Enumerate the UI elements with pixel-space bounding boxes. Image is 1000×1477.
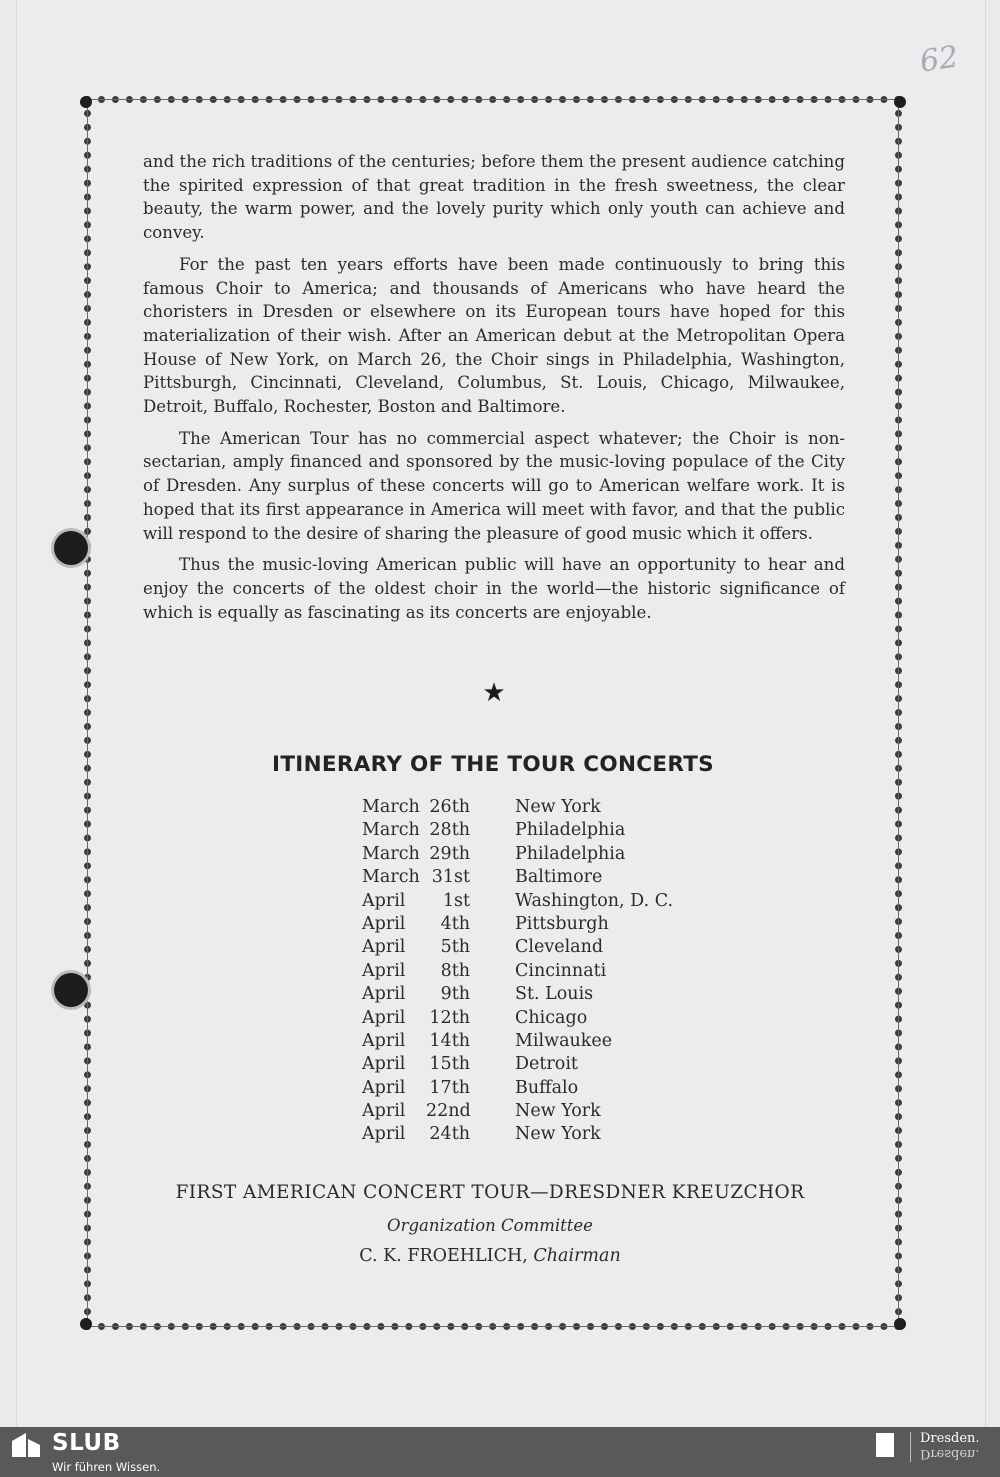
punch-hole	[54, 973, 88, 1007]
itinerary-day: 17th	[429, 1077, 470, 1098]
committee-label: Organization Committee	[387, 1216, 593, 1235]
itinerary-month: April	[362, 1077, 406, 1098]
itinerary-city: Pittsburgh	[515, 913, 609, 934]
itinerary-city: Cleveland	[515, 937, 604, 958]
border-corner-dot	[894, 1318, 906, 1330]
itinerary-row	[362, 890, 722, 913]
itinerary-day: 22nd	[426, 1101, 471, 1122]
itinerary-row	[362, 1007, 722, 1030]
dresden-crest-icon	[876, 1433, 894, 1457]
paragraph: Thus the music-loving American public will have an opportunity to hear and enjoy the concerts of the oldest choir in the world—the historic significance of which is equally as fascinating as its concerts are enjoyable.	[143, 555, 845, 622]
paragraph: The American Tour has no commercial aspect whatever; the Choir is non-sectarian, amply financed and sponsored by the music-loving populace of the City of Dresden. Any surplus of these concerts will go to American welfare work. It is hoped that its first appearance in America will meet with favor, and that the public will respond to the desire of sharing the pleasure of good music which it offers.	[143, 428, 845, 543]
itinerary-month: March	[362, 797, 420, 817]
itinerary-month: April	[362, 1101, 406, 1122]
itinerary-month: April	[362, 1030, 406, 1051]
itinerary-day: 14th	[429, 1030, 470, 1051]
itinerary-city: St. Louis	[515, 984, 594, 1005]
itinerary-month: April	[362, 1007, 406, 1028]
handwritten-page-number: 62	[917, 39, 961, 80]
slub-logo-icon[interactable]	[10, 1431, 42, 1459]
itinerary-month: March	[362, 867, 420, 888]
itinerary-row	[362, 1123, 722, 1146]
itinerary-city: Philadelphia	[515, 820, 626, 841]
itinerary-city: Chicago	[515, 1007, 588, 1028]
itinerary-month: March	[362, 843, 420, 864]
chairman-name: C. K. FROEHLICH,	[359, 1246, 528, 1266]
itinerary-month: March	[362, 820, 420, 841]
itinerary-row	[362, 936, 722, 959]
itinerary-day: 28th	[429, 820, 470, 841]
chairman-role: Chairman	[533, 1246, 621, 1266]
itinerary-day: 12th	[429, 1007, 470, 1028]
itinerary-month: April	[362, 890, 406, 911]
itinerary-month: April	[362, 984, 406, 1005]
itinerary-row	[362, 843, 722, 866]
itinerary-month: April	[362, 913, 406, 934]
itinerary-city: New York	[515, 797, 601, 817]
itinerary-month: April	[362, 1124, 406, 1145]
itinerary-row	[362, 960, 722, 983]
itinerary-row	[362, 1030, 722, 1053]
itinerary-city: Washington, D. C.	[515, 890, 674, 911]
punch-hole	[54, 531, 88, 565]
itinerary-month: April	[362, 937, 406, 958]
border-corner-dot	[894, 96, 906, 108]
chairman-line	[200, 1246, 780, 1266]
itinerary-city: New York	[515, 1101, 601, 1122]
itinerary-list	[362, 796, 722, 1147]
itinerary-month: April	[362, 960, 406, 981]
paragraph: and the rich traditions of the centuries; before them the present audience catching the spirited expression of that great tradition in the fresh sweetness, the clear beauty, the warm power, and the lovely purity which only youth can achieve and convey.	[143, 152, 845, 243]
itinerary-row	[362, 1053, 722, 1076]
itinerary-city: Philadelphia	[515, 843, 626, 864]
itinerary-day: 31st	[431, 867, 470, 888]
slub-logo-text[interactable]: SLUB	[52, 1430, 121, 1456]
itinerary-month: April	[362, 1054, 406, 1075]
itinerary-day: 4th	[440, 913, 470, 934]
itinerary-city: Detroit	[515, 1054, 578, 1075]
itinerary-row	[362, 796, 722, 819]
itinerary-day: 15th	[429, 1054, 470, 1075]
itinerary-city: Milwaukee	[515, 1030, 613, 1051]
divider	[910, 1432, 911, 1462]
itinerary-day: 8th	[440, 960, 470, 981]
itinerary-row	[362, 1100, 722, 1123]
slub-slogan: Wir führen Wissen.	[52, 1460, 161, 1474]
itinerary-title: ITINERARY OF THE TOUR CONCERTS	[272, 752, 714, 777]
border-corner-dot	[80, 96, 92, 108]
itinerary-row	[362, 1077, 722, 1100]
itinerary-day: 26th	[429, 797, 470, 817]
itinerary-day: 9th	[440, 984, 470, 1005]
itinerary-row	[362, 866, 722, 889]
itinerary-city: Cincinnati	[515, 960, 607, 981]
itinerary-city: Buffalo	[515, 1077, 579, 1098]
itinerary-city: Baltimore	[515, 867, 603, 888]
tour-name: FIRST AMERICAN CONCERT TOUR—DRESDNER KREUZCHOR	[175, 1182, 805, 1203]
itinerary-row	[362, 819, 722, 842]
itinerary-row	[362, 913, 722, 936]
dresden-logo-reflection: Dresden.	[920, 1446, 980, 1461]
itinerary-day: 29th	[429, 843, 470, 864]
itinerary-day: 5th	[440, 937, 470, 958]
border-corner-dot	[80, 1318, 92, 1330]
itinerary-row	[362, 983, 722, 1006]
paragraph: For the past ten years efforts have been made continuously to bring this famous Choir to America; and thousands of Americans who have heard the choristers in Dresden or elsewhere on its European tours have hoped for this materialization of their wish. After an American debut at the Metropolitan Opera House of New York, on March 26, the Choir sings in Philadelphia, Washington, Pittsburgh, Cincinnati, Cleveland, Columbus, St. Louis, Chicago, Milwaukee, Detroit, Buffalo, Rochester, Boston and Baltimore.	[143, 254, 845, 417]
itinerary-day: 1st	[442, 890, 470, 911]
star-divider-icon: ★	[482, 678, 506, 708]
dresden-logo-text[interactable]: Dresden.	[920, 1431, 980, 1446]
body-text	[143, 150, 845, 632]
itinerary-day: 24th	[429, 1124, 470, 1145]
itinerary-city: New York	[515, 1124, 601, 1145]
